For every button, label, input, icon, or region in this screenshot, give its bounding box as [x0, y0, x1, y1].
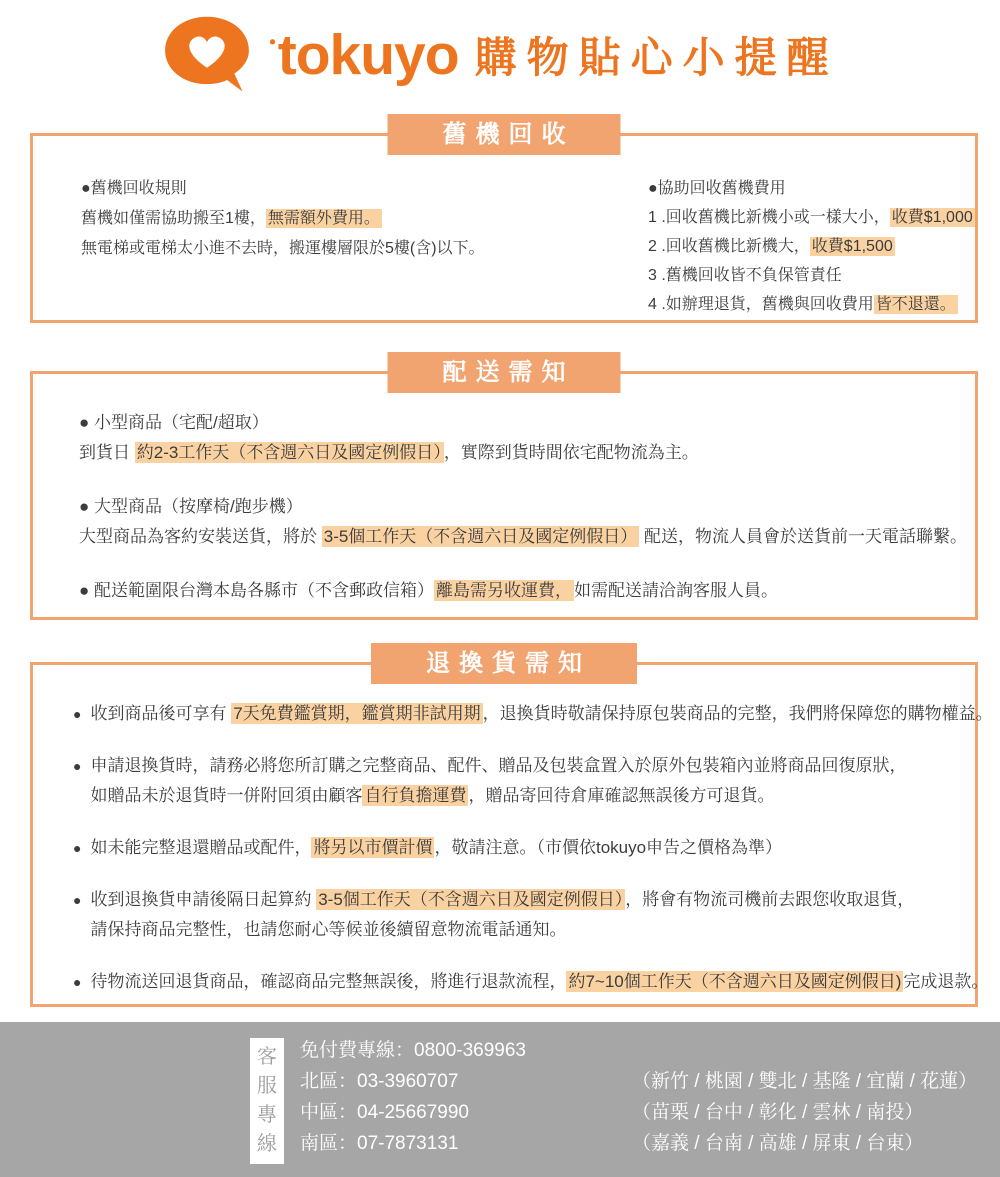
text-line [648, 290, 975, 319]
text-segment: ● 配送範圍限台灣本島各縣市（不含郵政信箱） [79, 581, 434, 600]
page-header [0, 14, 1000, 96]
text-segment: 收到退換貨申請後隔日起算約 [90, 890, 317, 909]
phone-line [300, 1035, 977, 1066]
highlighted-text: 收費$1,000 [891, 209, 973, 226]
text-line [648, 174, 975, 203]
highlighted-text: 3-5個工作天（不含週六日及國定例假日） [318, 890, 624, 909]
heart-speech-bubble-icon [161, 14, 253, 96]
notice-item [73, 699, 993, 729]
text-segment: 3 .舊機回收皆不負保管責任 [648, 267, 842, 284]
section-delivery-title: 配送需知 [388, 352, 621, 393]
bullet-icon: ● [73, 758, 82, 774]
text-segment: 收到商品後可享有 [90, 704, 232, 723]
text-segment: 如需配送請洽詢客服人員。 [574, 581, 778, 600]
recycle-fees-column [648, 174, 975, 319]
phone-number: 免付費專線：0800-369963 [300, 1040, 526, 1061]
service-areas: （嘉義 / 台南 / 高雄 / 屏東 / 台東） [632, 1133, 924, 1154]
text-segment: 2 .回收舊機比新機大， [648, 238, 810, 255]
highlighted-text: 約2-3工作天（不含週六日及國定例假日） [136, 443, 442, 462]
bullet-icon: ● [73, 840, 82, 856]
text-line [90, 885, 955, 915]
section-delivery [30, 359, 978, 620]
text-line [90, 833, 955, 863]
text-line [79, 408, 975, 438]
text-segment: ● 大型商品（按摩椅/跑步機） [79, 497, 303, 516]
notice-item [73, 751, 955, 811]
highlighted-text: 無需額外費用。 [267, 210, 380, 227]
text-line [81, 234, 648, 264]
text-line [90, 781, 955, 811]
section-returns [30, 650, 993, 1007]
text-segment: ，退換貨時敬請保持原包裝商品的完整，我們將保障您的購物權益。 [482, 704, 993, 723]
text-line [648, 203, 975, 232]
text-segment: ，將會有物流司機前去跟您收取退貨， [625, 890, 915, 909]
logo-text: tokuyo [277, 22, 459, 87]
highlighted-text: 3-5個工作天（不含週六日及國定例假日） [323, 527, 638, 546]
logo-dot: • [269, 31, 275, 52]
highlighted-text: 離島需另收運費， [436, 581, 572, 600]
text-segment: 1 .回收舊機比新機小或一樣大小， [648, 209, 890, 226]
phone-number: 南區：07-7873131 [300, 1133, 459, 1154]
section-recycle [30, 121, 978, 323]
text-segment: ● 小型商品（宅配/超取） [79, 413, 269, 432]
customer-service-vertical-label [250, 1038, 284, 1164]
text-segment: 到貨日 [79, 443, 135, 462]
highlighted-text: 自行負擔運費 [364, 786, 467, 805]
item-lines [90, 751, 955, 811]
notice-item [73, 967, 989, 997]
notice-item [73, 885, 955, 945]
phone-line [300, 1128, 977, 1159]
customer-service-footer [0, 1022, 1000, 1177]
text-segment: 申請退換貨時，請務必將您所訂購之完整商品、配件、贈品及包裝盒置入於原外包裝箱內並將商品回復原狀， [90, 756, 907, 775]
service-areas: （苗栗 / 台中 / 彰化 / 雲林 / 南投） [632, 1102, 924, 1123]
phone-number: 中區：04-25667990 [300, 1102, 469, 1123]
text-segment: 如贈品未於退貨時一併附回須由顧客 [90, 786, 363, 805]
phone-line [300, 1066, 977, 1097]
text-line [90, 915, 955, 945]
text-segment: 完成退款。 [903, 972, 989, 991]
text-segment: 待物流送回退貨商品，確認商品完整無誤後，將進行退款流程， [90, 972, 567, 991]
vertical-char: 專 [257, 1104, 277, 1126]
phone-line [300, 1097, 977, 1128]
text-segment: 大型商品為客約安裝送貨，將於 [79, 527, 322, 546]
spacer [79, 468, 975, 492]
text-segment: 舊機如僅需協助搬至1樓， [81, 210, 266, 227]
highlighted-text: 約7~10個工作天（不含週六日及國定例假日) [568, 972, 902, 991]
text-segment: ，實際到貨時間依宅配物流為主。 [443, 443, 699, 462]
text-line [79, 522, 975, 552]
text-line [79, 492, 975, 522]
item-lines [90, 699, 992, 729]
text-segment: ●舊機回收規則 [81, 180, 187, 197]
section-returns-body [33, 665, 993, 997]
text-line [90, 699, 992, 729]
vertical-char: 客 [257, 1046, 277, 1068]
text-segment: ●協助回收舊機費用 [648, 180, 786, 197]
text-line [648, 261, 975, 290]
text-line [81, 174, 648, 204]
logo-wordmark [269, 22, 459, 87]
bullet-icon: ● [73, 706, 82, 722]
vertical-char: 線 [257, 1133, 277, 1155]
section-recycle-title: 舊機回收 [388, 114, 621, 155]
page-title: 購物貼心小提醒 [474, 34, 839, 81]
service-areas: （新竹 / 桃園 / 雙北 / 基隆 / 宜蘭 / 花蓮） [632, 1071, 978, 1092]
text-segment: 配送，物流人員會於送貨前一天電話聯繫。 [639, 527, 968, 546]
section-delivery-body [33, 374, 975, 606]
text-line [81, 204, 648, 234]
recycle-rules-column [81, 174, 648, 319]
text-segment: 如未能完整退還贈品或配件， [90, 838, 312, 857]
text-segment: 4 .如辦理退貨，舊機與回收費用 [648, 296, 874, 313]
text-line [90, 967, 988, 997]
text-segment: 無電梯或電梯太小進不去時，搬運樓層限於5樓(含)以下。 [81, 240, 485, 257]
spacer [79, 552, 975, 576]
phone-number: 北區：03-3960707 [300, 1071, 459, 1092]
highlighted-text: 7天免費鑑賞期，鑑賞期非試用期 [233, 704, 481, 723]
bullet-icon: ● [73, 892, 82, 908]
highlighted-text: 將另以市價計價 [313, 838, 433, 857]
item-lines [90, 967, 988, 997]
customer-service-lines [300, 1035, 977, 1159]
text-line [648, 232, 975, 261]
item-lines [90, 885, 955, 945]
text-line [90, 751, 955, 781]
highlighted-text: 收費$1,500 [811, 238, 893, 255]
item-lines [90, 833, 955, 863]
text-segment: ，敬請注意。（市價依tokuyo申告之價格為準） [434, 838, 783, 857]
text-segment: 請保持商品完整性，也請您耐心等候並後續留意物流電話通知。 [90, 920, 567, 939]
section-returns-title: 退換貨需知 [371, 643, 637, 684]
text-line [79, 438, 975, 468]
highlighted-text: 皆不退還。 [875, 296, 956, 313]
text-segment: ，贈品寄回待倉庫確認無誤後方可退貨。 [468, 786, 775, 805]
vertical-char: 服 [257, 1075, 277, 1097]
section-recycle-body [33, 136, 975, 319]
text-line [79, 576, 975, 606]
bullet-icon: ● [73, 974, 82, 990]
notice-item [73, 833, 955, 863]
